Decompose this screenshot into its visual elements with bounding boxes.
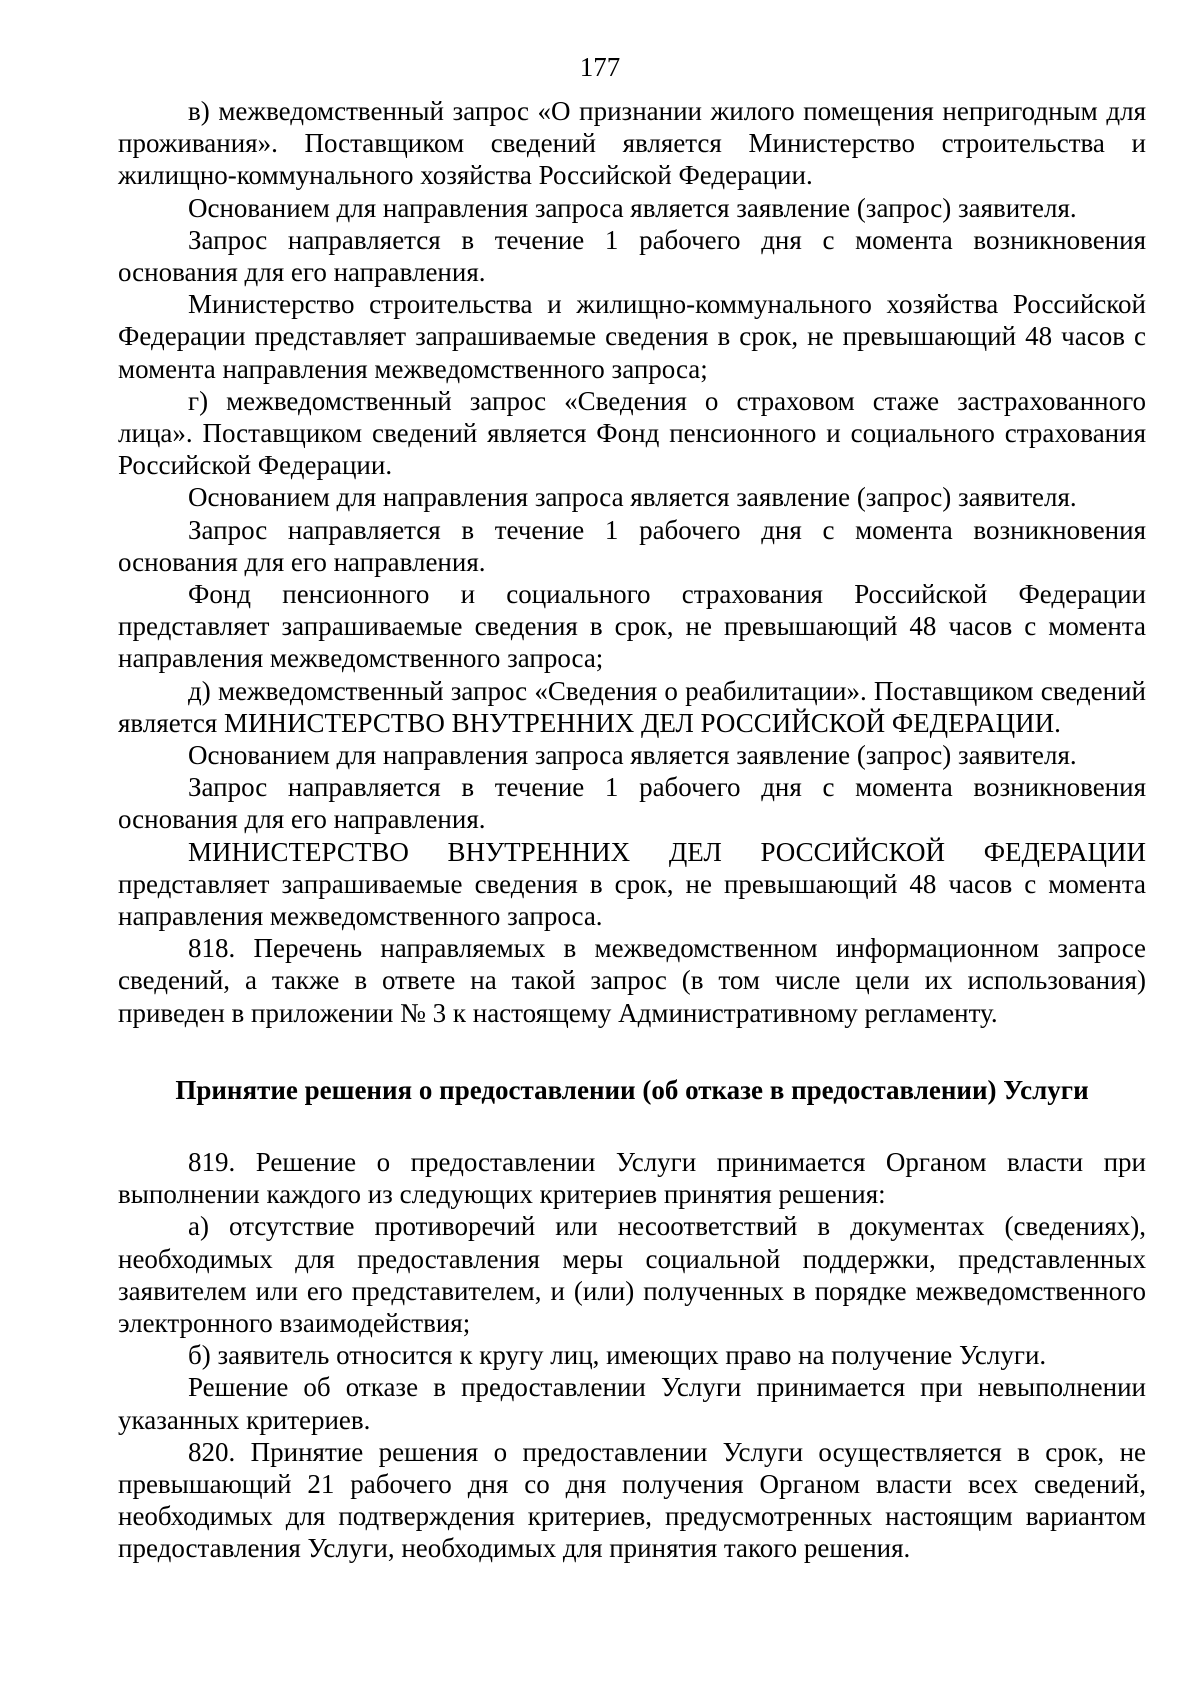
- paragraph-deadline: Запрос направляется в течение 1 рабочего дня с момента возникновения основания для его направления.: [118, 772, 1146, 835]
- paragraph-request-d: д) межведомственный запрос «Сведения о реабилитации». Поставщиком сведений является МИНИСТЕРСТВО ВНУТРЕННИХ ДЕЛ РОССИЙСКОЙ ФЕДЕРАЦИИ.: [118, 675, 1146, 738]
- section-heading: Принятие решения о предоставлении (об отказе в предоставлении) Услуги: [175, 1074, 1089, 1105]
- page-content: [118, 95, 1146, 1565]
- paragraph-basis: Основанием для направления запроса является заявление (запрос) заявителя.: [188, 740, 1077, 771]
- paragraph-provider-response: МИНИСТЕРСТВО ВНУТРЕННИХ ДЕЛ РОССИЙСКОЙ ФЕДЕРАЦИИ представляет запрашиваемые сведения в срок, не превышающий 48 часов с момента направления межведомственного запроса.: [118, 836, 1146, 932]
- paragraph-provider-response: Министерство строительства и жилищно-коммунального хозяйства Российской Федерации представляет запрашиваемые сведения в срок, не превышающий 48 часов с момента направления межведомственного запроса;: [118, 289, 1146, 384]
- paragraph-deadline: Запрос направляется в течение 1 рабочего дня с момента возникновения основания для его направления.: [118, 514, 1146, 577]
- paragraph-criterion-a: а) отсутствие противоречий или несоответствий в документах (сведениях), необходимых для предоставления меры социальной поддержки, представленных заявителем или его представителем, и (или) полученных в порядке межведомственного электронного взаимодействия;: [118, 1211, 1146, 1338]
- paragraph-deadline: Запрос направляется в течение 1 рабочего дня с момента возникновения основания для его направления.: [118, 224, 1146, 288]
- paragraph-request-g: г) межведомственный запрос «Сведения о страховом стаже застрахованного лица». Поставщиком сведений является Фонд пенсионного и социального страхования Российской Федерации.: [118, 385, 1146, 481]
- paragraph-criterion-b: б) заявитель относится к кругу лиц, имеющих право на получение Услуги.: [188, 1340, 1047, 1371]
- paragraph-request-v: в) межведомственный запрос «О признании жилого помещения непригодным для проживания». Поставщиком сведений является Министерство строительства и жилищно-коммунального хозяйства Российской Федерации.: [118, 96, 1146, 191]
- paragraph-819: 819. Решение о предоставлении Услуги принимается Органом власти при выполнении каждого из следующих критериев принятия решения:: [118, 1146, 1146, 1210]
- paragraph-820: 820. Принятие решения о предоставлении Услуги осуществляется в срок, не превышающий 21 рабочего дня со дня получения Органом власти всех сведений, необходимых для подтверждения критериев, предусмотренных настоящим вариантом предоставления Услуги, необходимых для принятия такого решения.: [118, 1436, 1146, 1564]
- page-number: 177: [579, 52, 621, 82]
- paragraph-basis: Основанием для направления запроса является заявление (запрос) заявителя.: [188, 482, 1077, 513]
- paragraph-818: 818. Перечень направляемых в межведомственном информационном запросе сведений, а также в ответе на такой запрос (в том числе цели их использования) приведен в приложении № 3 к настоящему Административному регламенту.: [118, 933, 1146, 1028]
- paragraph-refusal: Решение об отказе в предоставлении Услуги принимается при невыполнении указанных критериев.: [118, 1372, 1146, 1435]
- paragraph-provider-response: Фонд пенсионного и социального страхования Российской Федерации представляет запрашиваемые сведения в срок, не превышающий 48 часов с момента направления межведомственного запроса;: [118, 579, 1146, 674]
- paragraph-basis: Основанием для направления запроса является заявление (запрос) заявителя.: [188, 192, 1077, 223]
